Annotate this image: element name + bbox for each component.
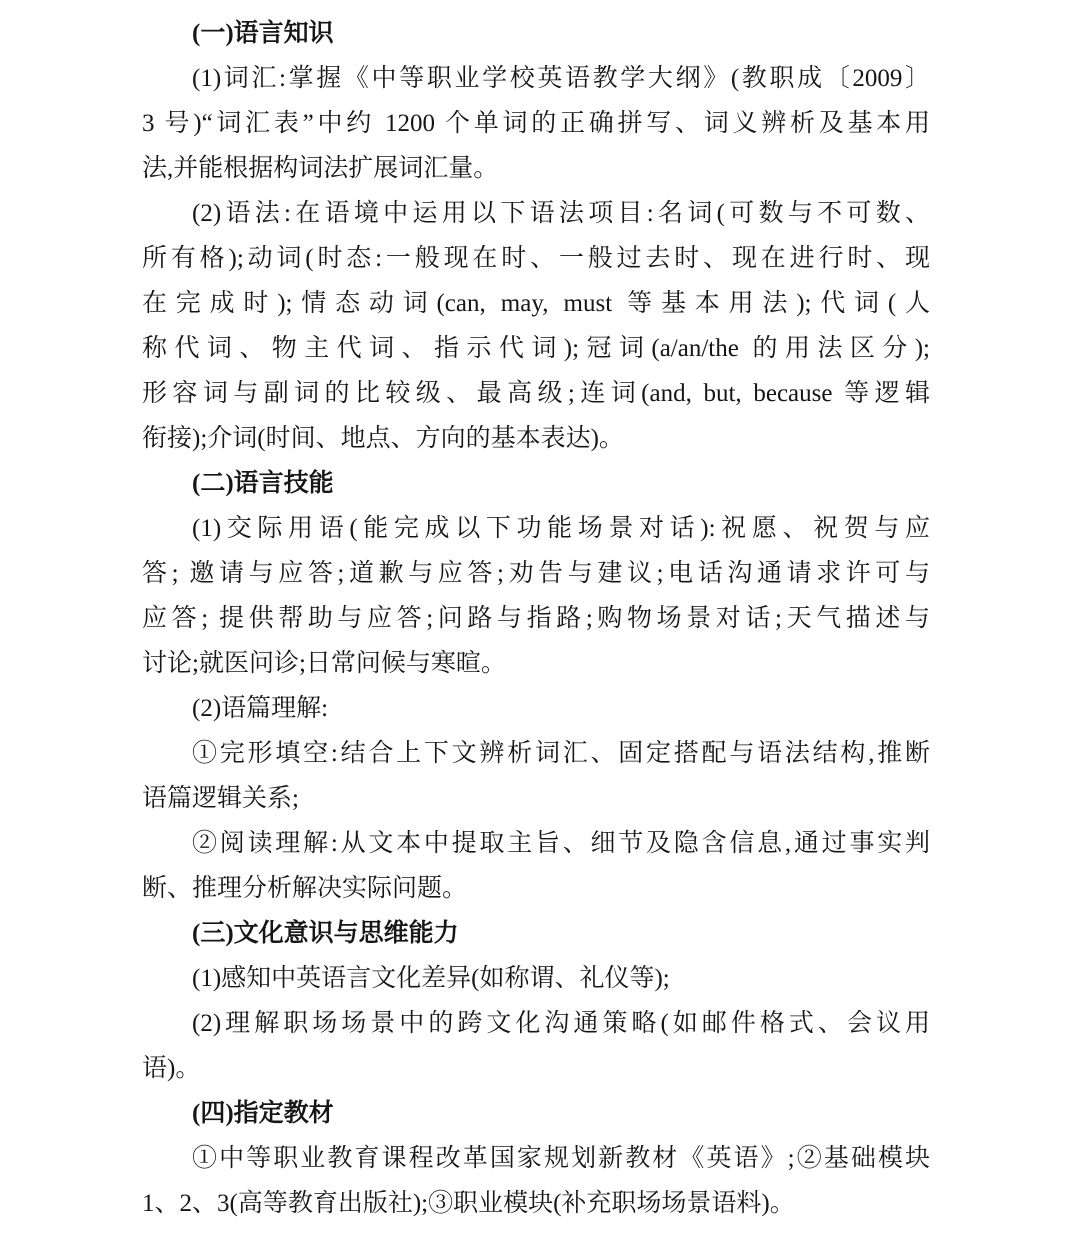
section-heading-designated-textbooks: (四)指定教材 xyxy=(192,1100,334,1127)
section-heading-language-knowledge: (一)语言知识 xyxy=(192,20,334,47)
paragraph-line: 形容词与副词的比较级、最高级;连词(and, but, because 等逻辑 xyxy=(142,380,930,407)
paragraph-line: 应答; 提供帮助与应答;问路与指路;购物场景对话;天气描述与 xyxy=(142,605,930,632)
paragraph-line: 讨论;就医问诊;日常问候与寒暄。 xyxy=(142,650,506,677)
paragraph-line: 答; 邀请与应答;道歉与应答;劝告与建议;电话沟通请求许可与 xyxy=(142,560,930,587)
paragraph-line: (2)理解职场场景中的跨文化沟通策略(如邮件格式、会议用 xyxy=(192,1010,930,1037)
paragraph-line: 法,并能根据构词法扩展词汇量。 xyxy=(142,155,499,182)
paragraph-line: ①完形填空:结合上下文辨析词汇、固定搭配与语法结构,推断 xyxy=(192,740,930,767)
section-heading-culture-awareness: (三)文化意识与思维能力 xyxy=(192,920,459,947)
paragraph-line: ②阅读理解:从文本中提取主旨、细节及隐含信息,通过事实判 xyxy=(192,830,930,857)
paragraph-line: 在完成时);情态动词(can, may, must 等基本用法);代词(人 xyxy=(142,290,930,317)
paragraph-line: (2)语法:在语境中运用以下语法项目:名词(可数与不可数、 xyxy=(192,200,930,227)
paragraph-line: 断、推理分析解决实际问题。 xyxy=(142,875,468,902)
paragraph-line: 语篇逻辑关系; xyxy=(142,785,299,812)
document-text-block xyxy=(0,11,1080,1226)
paragraph-line: (1)交际用语(能完成以下功能场景对话):祝愿、祝贺与应 xyxy=(192,515,930,542)
paragraph-line: (1)感知中英语言文化差异(如称谓、礼仪等); xyxy=(192,965,670,992)
paragraph-line: 衔接);介词(时间、地点、方向的基本表达)。 xyxy=(142,425,624,452)
section-heading-language-skills: (二)语言技能 xyxy=(192,470,334,497)
paragraph-line: (2)语篇理解: xyxy=(192,695,329,722)
paragraph-line: ①中等职业教育课程改革国家规划新教材《英语》;②基础模块 xyxy=(192,1145,930,1172)
paragraph-line: (1)词汇:掌握《中等职业学校英语教学大纲》(教职成〔2009〕 xyxy=(192,65,930,92)
paragraph-line: 所有格);动词(时态:一般现在时、一般过去时、现在进行时、现 xyxy=(142,245,930,272)
paragraph-line: 称代词、物主代词、指示代词);冠词(a/an/the 的用法区分); xyxy=(142,335,930,362)
paragraph-line: 语)。 xyxy=(142,1055,201,1082)
paragraph-line: 1、2、3(高等教育出版社);③职业模块(补充职场场景语料)。 xyxy=(142,1190,795,1217)
paragraph-line: 3 号)“词汇表”中约 1200 个单词的正确拼写、词义辨析及基本用 xyxy=(142,110,930,137)
